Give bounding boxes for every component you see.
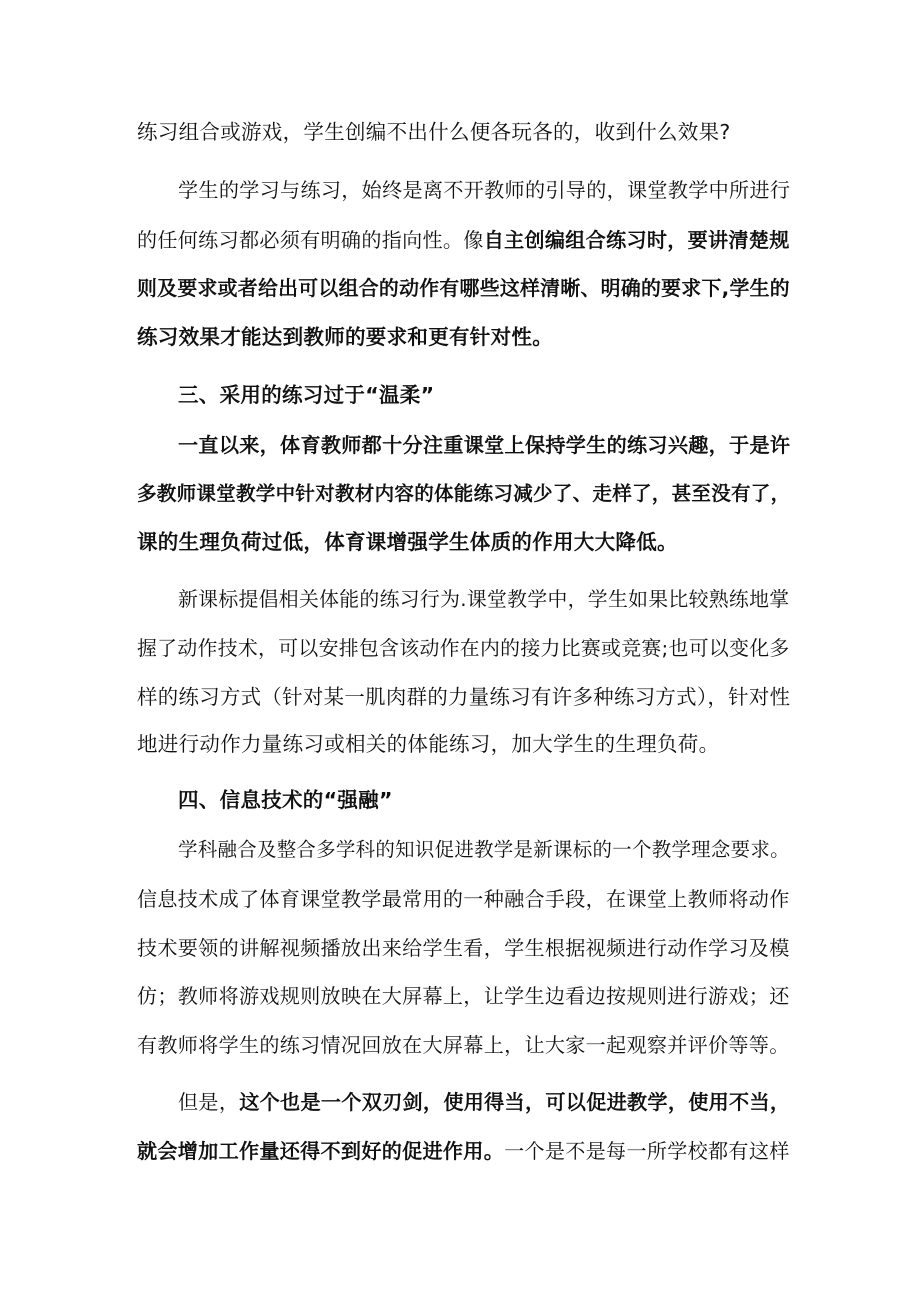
text-line: [137, 727, 719, 761]
bold-text-span: 课的生理负荷过低，体育课增强学生体质的作用大大降低。: [137, 530, 678, 554]
text-line: [137, 882, 790, 916]
section-heading-3: [178, 378, 434, 412]
paragraph-start-line: [178, 1085, 790, 1119]
text-line: [137, 931, 790, 965]
text-span: 地进行动作力量练习或相关的体能练习，加大学生的生理负荷。: [137, 732, 720, 756]
bold-text-line: [137, 477, 790, 511]
text-line: [137, 1134, 790, 1168]
bold-text-span: 就会增加工作量还得不到好的促进作用。: [137, 1139, 505, 1163]
text-line: [137, 1028, 790, 1062]
paragraph-start-line: [178, 833, 790, 867]
bold-text-line: [137, 525, 678, 559]
section-heading-4: [178, 783, 393, 817]
text-span: 一个是不是每一所学校都有这样: [504, 1139, 790, 1163]
bold-text-line: [137, 320, 553, 354]
bold-text-span: 一直以来，体育教师都十分注重课堂上保持学生的练习兴趣，于是许: [178, 433, 791, 457]
heading-text: 四、信息技术的“强融”: [178, 788, 393, 812]
text-span: 学科融合及整合多学科的知识促进教学是新课标的一个教学理念要求。: [178, 838, 790, 861]
text-span: 信息技术成了体育课堂教学最常用的一种融合手段，在课堂上教师将动作: [137, 887, 790, 911]
text-span: 仿；教师将游戏规则放映在大屏幕上，让学生边看边按规则进行游戏；还: [137, 984, 790, 1008]
bold-text-span: 自主创编组合练习时，要讲清楚规: [483, 228, 790, 252]
text-span: 握了动作技术，可以安排包含该动作在内的接力比赛或竞赛;也可以变化多: [137, 637, 790, 660]
text-span: 技术要领的讲解视频播放出来给学生看，学生根据视频进行动作学习及模: [137, 936, 790, 960]
bold-text-span: 则及要求或者给出可以组合的动作有哪些这样清晰、明确的要求下,学生的: [137, 277, 790, 300]
bold-text-span: 多教师课堂教学中针对教材内容的体能练习减少了、走样了，甚至没有了，: [137, 482, 791, 505]
text-span: 的任何练习都必须有明确的指向性。像: [137, 228, 484, 252]
text-line: [137, 680, 790, 714]
text-line: [137, 979, 790, 1013]
bold-text-line: [137, 272, 790, 306]
text-span: 有教师将学生的练习情况回放在大屏幕上，让大家一起观察并评价等等。: [137, 1033, 790, 1057]
text-span: 新课标提倡相关体能的练习行为.课堂教学中，学生如果比较熟练地掌: [178, 588, 790, 611]
heading-text: 三、采用的练习过于“温柔”: [178, 383, 435, 407]
text-span: 练习组合或游戏，学生创编不出什么便各玩各的，收到什么效果?: [137, 120, 731, 144]
text-line: [137, 223, 790, 257]
paragraph-start-line: [178, 583, 789, 617]
text-span: 样的练习方式（针对某一肌肉群的力量练习有许多种练习方式），针对性: [137, 685, 791, 709]
text-span: 但是，: [178, 1090, 240, 1114]
text-span: 学生的学习与练习，始终是离不开教师的引导的，课堂教学中所进行: [178, 178, 791, 202]
bold-paragraph-start-line: [178, 428, 790, 462]
bold-text-span: 练习效果才能达到教师的要求和更有针对性。: [137, 325, 553, 349]
bold-text-span: 这个也是一个双刃剑，使用得当，可以促进教学，使用不当，: [239, 1090, 791, 1114]
text-line: [137, 632, 790, 666]
paragraph-start-line: [178, 173, 790, 207]
text-line: [137, 115, 731, 149]
